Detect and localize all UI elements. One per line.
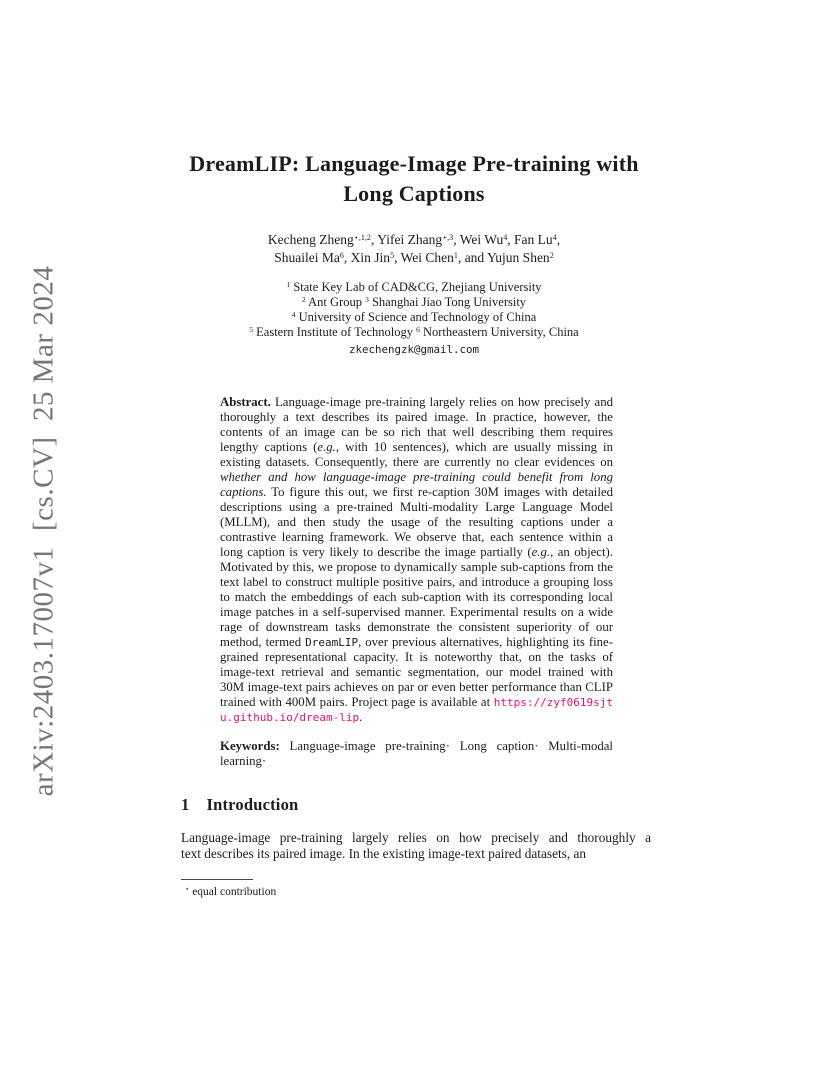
text-segment: , Xin Jin <box>343 250 391 265</box>
affiliations-block <box>181 280 647 340</box>
text-line: Long Captions <box>343 181 485 206</box>
text-line <box>181 310 647 325</box>
text-line: Language-image pre-training largely relies on how precisely and thoroughly a <box>181 830 651 845</box>
text-segment: Language-image pre-training largely relies on how precisely and thoroughly a text describes its paired image. In practice, however, the contents of an image can be so rich that well describing them requires lengthy captions ( <box>220 395 613 454</box>
text-segment: , <box>556 232 561 247</box>
text-segment: Kecheng Zheng <box>267 232 354 247</box>
text-segment: , Wei Wu <box>453 232 504 247</box>
text-segment: Keywords: <box>220 739 280 753</box>
contact-email: zkechengzk@gmail.com <box>348 343 479 356</box>
text-line: text describes its paired image. In the existing image-text paired datasets, an <box>181 845 587 861</box>
text-segment: Ant Group <box>305 295 366 309</box>
footnote-marker: ⋆ <box>185 886 190 894</box>
text-segment: Language-image pre-training· Long caption· Multi-modal learning· <box>220 739 613 768</box>
text-segment: 1 <box>453 250 458 260</box>
footnote <box>181 879 276 899</box>
project-page-link[interactable]: https://zyf0619sjtu.github.io/dream-lip <box>220 696 613 724</box>
text-segment: 4 <box>503 232 508 242</box>
text-segment: , and Yujun Shen <box>457 250 550 265</box>
text-line: DreamLIP: Language-Image Pre-training with <box>189 151 639 176</box>
text-segment: 5 <box>249 324 254 334</box>
text-segment: ⋆,3 <box>442 232 454 242</box>
text-segment: Abstract. <box>220 395 271 409</box>
section-heading-introduction <box>181 795 647 815</box>
abstract-paragraph <box>220 395 613 725</box>
text-segment: University of Science and Technology of China <box>295 310 537 324</box>
text-segment: 1 <box>286 279 291 289</box>
text-line <box>181 295 647 310</box>
footnote-label: equal contribution <box>192 886 277 898</box>
text-segment: Shuailei Ma <box>274 250 340 265</box>
text-segment: 4 <box>291 309 296 319</box>
section-number: 1 <box>181 795 190 814</box>
text-segment: Northeastern University, China <box>419 325 579 339</box>
text-segment: To figure this out, we first re-caption 30M images with detailed descriptions using a pre-trained Multi-modality Large Language Model (MLLM), and then study the usage of the resulting captions under a contrastive learning framework. We observe that, each sentence within a long caption is very likely to describe the image partially ( <box>220 485 613 559</box>
authors-block <box>181 231 647 267</box>
text-segment: 5 <box>390 250 395 260</box>
text-segment: 6 <box>416 324 420 334</box>
paper-body <box>181 0 651 898</box>
footnote-text <box>181 885 276 899</box>
text-segment: 3 <box>365 294 369 304</box>
text-segment: e.g. <box>531 545 551 559</box>
text-segment: whether and how language-image pre-training could benefit from long captions. <box>220 470 613 499</box>
text-segment: 2 <box>301 294 306 304</box>
text-segment: 2 <box>549 250 554 260</box>
text-segment: , Yifei Zhang <box>370 232 443 247</box>
text-segment: , with 10 sentences), which are usually missing in existing datasets. Consequently, there are currently no clear evidences on <box>220 440 613 469</box>
section-title: Introduction <box>206 795 299 814</box>
text-segment: , over previous alternatives, highlighting its fine-grained representational capacity. It is noteworthy that, on the tasks of image-text retrieval and semantic segmentation, our model trained with 30M image-text pairs achieves on par or even better performance than CLIP trained with 400M pairs. Project page is available at <box>220 635 613 709</box>
text-segment: . <box>359 710 363 724</box>
intro-paragraph <box>181 830 651 861</box>
text-segment: Eastern Institute of Technology <box>253 325 417 339</box>
text-line <box>181 325 647 340</box>
text-segment: 6 <box>339 250 344 260</box>
text-segment: , Fan Lu <box>507 232 553 247</box>
text-segment: e.g. <box>317 440 336 454</box>
arxiv-watermark: arXiv:2403.17007v1 [cs.CV] 25 Mar 2024 <box>27 265 60 797</box>
text-segment: State Key Lab of CAD&CG, Zhejiang University <box>290 280 542 294</box>
text-segment: 4 <box>552 232 557 242</box>
paper-title <box>181 149 647 209</box>
text-segment: Shanghai Jiao Tong University <box>368 295 527 309</box>
text-line <box>181 231 647 249</box>
text-segment: ⋆,1,2 <box>353 232 371 242</box>
footnote-rule <box>181 879 253 880</box>
text-line <box>181 280 647 295</box>
text-line <box>181 249 647 267</box>
text-segment: DreamLIP <box>305 636 359 649</box>
keywords-block <box>220 739 613 769</box>
text-segment: , an object). Motivated by this, we propose to dynamically sample sub-captions from the text label to construct multiple positive pairs, and introduce a grouping loss to match the embeddings of each sub-caption with its corresponding local image patches in a self-supervised manner. Experimental results on a wide rage of downstream tasks demonstrate the consistent superiority of our method, termed <box>220 545 613 649</box>
text-segment: , Wei Chen <box>394 250 454 265</box>
